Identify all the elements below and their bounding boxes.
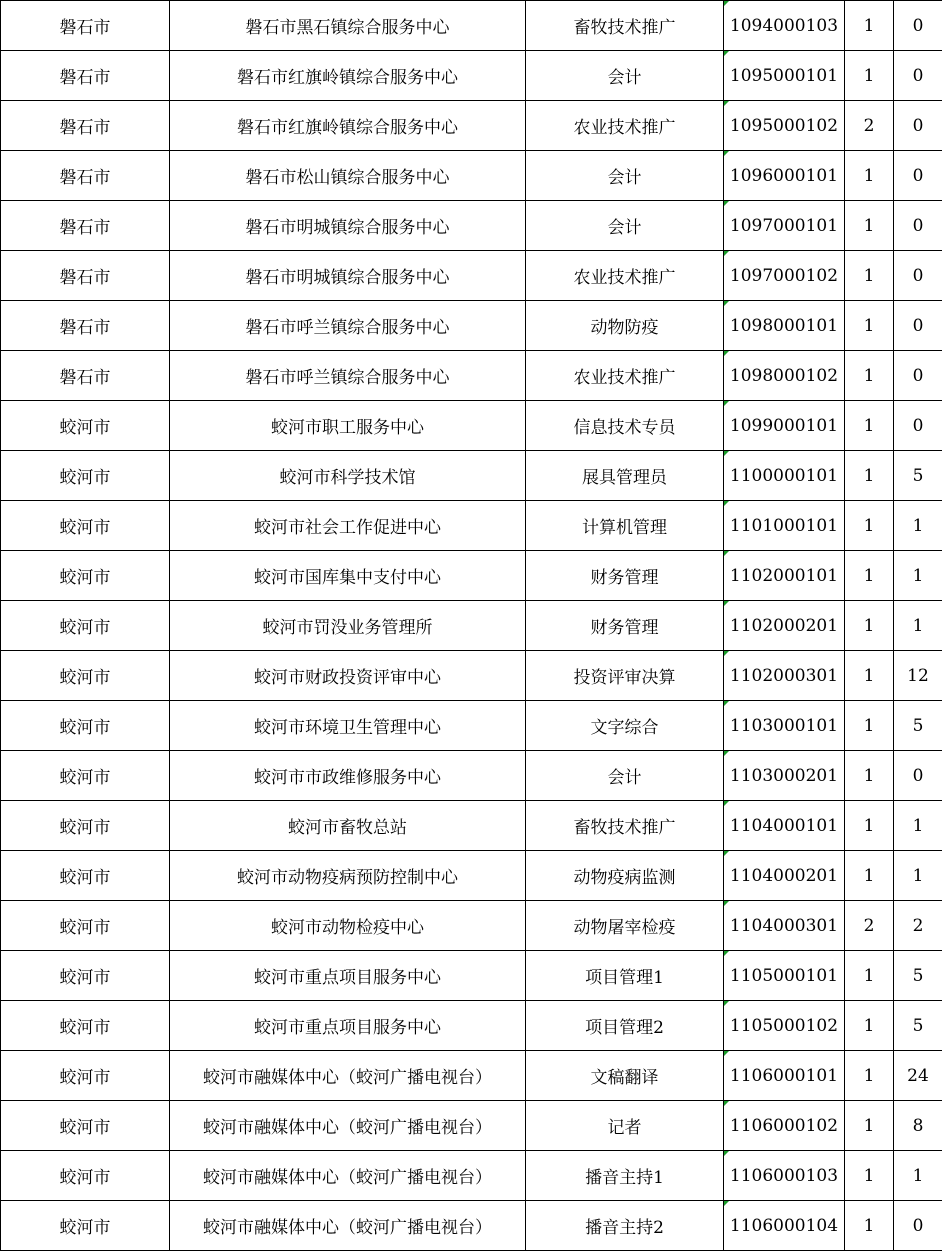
- plan-count-cell: 1: [845, 251, 894, 301]
- table-row: [1, 151, 942, 201]
- position-code-cell: 1096000101: [724, 151, 845, 201]
- post-cell: 动物防疫: [526, 301, 724, 351]
- table-row: [1, 601, 942, 651]
- unit-cell: 蛟河市动物检疫中心: [170, 901, 526, 951]
- position-code-cell: 1104000101: [724, 801, 845, 851]
- city-cell: 磐石市: [1, 51, 170, 101]
- plan-count-cell: 1: [845, 801, 894, 851]
- city-cell: 磐石市: [1, 1, 170, 51]
- position-code-cell: 1102000201: [724, 601, 845, 651]
- applicant-count-cell: 1: [894, 551, 942, 601]
- city-cell: 蛟河市: [1, 751, 170, 801]
- plan-count-cell: 1: [845, 1, 894, 51]
- position-code-cell: 1097000102: [724, 251, 845, 301]
- plan-count-cell: 1: [845, 151, 894, 201]
- position-code-cell: 1104000201: [724, 851, 845, 901]
- plan-count-cell: 1: [845, 1001, 894, 1051]
- post-cell: 动物疫病监测: [526, 851, 724, 901]
- applicant-count-cell: 1: [894, 501, 942, 551]
- city-cell: 蛟河市: [1, 951, 170, 1001]
- table-row: [1, 401, 942, 451]
- applicant-count-cell: 0: [894, 751, 942, 801]
- position-code-cell: 1106000101: [724, 1051, 845, 1101]
- unit-cell: 蛟河市融媒体中心（蛟河广播电视台）: [170, 1151, 526, 1201]
- position-code-cell: 1095000102: [724, 101, 845, 151]
- plan-count-cell: 1: [845, 201, 894, 251]
- plan-count-cell: 1: [845, 851, 894, 901]
- plan-count-cell: 1: [845, 401, 894, 451]
- post-cell: 会计: [526, 751, 724, 801]
- city-cell: 蛟河市: [1, 1101, 170, 1151]
- applicant-count-cell: 0: [894, 301, 942, 351]
- position-code-cell: 1095000101: [724, 51, 845, 101]
- table-row: [1, 1001, 942, 1051]
- table-row: [1, 751, 942, 801]
- applicant-count-cell: 0: [894, 1201, 942, 1251]
- post-cell: 投资评审决算: [526, 651, 724, 701]
- post-cell: 财务管理: [526, 551, 724, 601]
- table-row: [1, 351, 942, 401]
- table-body: [1, 1, 942, 1251]
- plan-count-cell: 2: [845, 101, 894, 151]
- city-cell: 蛟河市: [1, 1051, 170, 1101]
- plan-count-cell: 1: [845, 301, 894, 351]
- plan-count-cell: 1: [845, 351, 894, 401]
- position-code-cell: 1105000102: [724, 1001, 845, 1051]
- post-cell: 农业技术推广: [526, 251, 724, 301]
- position-code-cell: 1094000103: [724, 1, 845, 51]
- unit-cell: 蛟河市国库集中支付中心: [170, 551, 526, 601]
- city-cell: 蛟河市: [1, 1151, 170, 1201]
- position-code-cell: 1099000101: [724, 401, 845, 451]
- post-cell: 播音主持2: [526, 1201, 724, 1251]
- plan-count-cell: 1: [845, 1151, 894, 1201]
- applicant-count-cell: 0: [894, 101, 942, 151]
- city-cell: 蛟河市: [1, 1201, 170, 1251]
- applicant-count-cell: 5: [894, 1001, 942, 1051]
- applicant-count-cell: 0: [894, 201, 942, 251]
- plan-count-cell: 1: [845, 751, 894, 801]
- unit-cell: 蛟河市重点项目服务中心: [170, 1001, 526, 1051]
- plan-count-cell: 1: [845, 501, 894, 551]
- city-cell: 磐石市: [1, 351, 170, 401]
- position-code-cell: 1104000301: [724, 901, 845, 951]
- city-cell: 磐石市: [1, 101, 170, 151]
- city-cell: 磐石市: [1, 301, 170, 351]
- city-cell: 磐石市: [1, 251, 170, 301]
- plan-count-cell: 1: [845, 1101, 894, 1151]
- post-cell: 信息技术专员: [526, 401, 724, 451]
- position-code-cell: 1098000101: [724, 301, 845, 351]
- city-cell: 蛟河市: [1, 551, 170, 601]
- post-cell: 文稿翻译: [526, 1051, 724, 1101]
- plan-count-cell: 1: [845, 451, 894, 501]
- table-row: [1, 651, 942, 701]
- post-cell: 项目管理1: [526, 951, 724, 1001]
- plan-count-cell: 1: [845, 1201, 894, 1251]
- applicant-count-cell: 0: [894, 351, 942, 401]
- post-cell: 会计: [526, 51, 724, 101]
- applicant-count-cell: 0: [894, 151, 942, 201]
- city-cell: 蛟河市: [1, 1001, 170, 1051]
- post-cell: 计算机管理: [526, 501, 724, 551]
- applicant-count-cell: 24: [894, 1051, 942, 1101]
- unit-cell: 蛟河市畜牧总站: [170, 801, 526, 851]
- position-code-cell: 1098000102: [724, 351, 845, 401]
- position-code-cell: 1097000101: [724, 201, 845, 251]
- unit-cell: 蛟河市环境卫生管理中心: [170, 701, 526, 751]
- unit-cell: 蛟河市融媒体中心（蛟河广播电视台）: [170, 1101, 526, 1151]
- applicant-count-cell: 0: [894, 401, 942, 451]
- city-cell: 蛟河市: [1, 851, 170, 901]
- plan-count-cell: 1: [845, 551, 894, 601]
- unit-cell: 蛟河市社会工作促进中心: [170, 501, 526, 551]
- unit-cell: 蛟河市市政维修服务中心: [170, 751, 526, 801]
- post-cell: 展具管理员: [526, 451, 724, 501]
- unit-cell: 磐石市呼兰镇综合服务中心: [170, 301, 526, 351]
- city-cell: 蛟河市: [1, 701, 170, 751]
- applicant-count-cell: 1: [894, 1151, 942, 1201]
- applicant-count-cell: 2: [894, 901, 942, 951]
- unit-cell: 磐石市呼兰镇综合服务中心: [170, 351, 526, 401]
- table-row: [1, 951, 942, 1001]
- post-cell: 农业技术推广: [526, 351, 724, 401]
- table-row: [1, 851, 942, 901]
- post-cell: 畜牧技术推广: [526, 1, 724, 51]
- table-row: [1, 301, 942, 351]
- city-cell: 蛟河市: [1, 601, 170, 651]
- post-cell: 财务管理: [526, 601, 724, 651]
- plan-count-cell: 1: [845, 51, 894, 101]
- unit-cell: 蛟河市财政投资评审中心: [170, 651, 526, 701]
- position-code-cell: 1103000201: [724, 751, 845, 801]
- applicant-count-cell: 0: [894, 251, 942, 301]
- applicant-count-cell: 1: [894, 801, 942, 851]
- unit-cell: 蛟河市职工服务中心: [170, 401, 526, 451]
- unit-cell: 磐石市明城镇综合服务中心: [170, 251, 526, 301]
- position-code-cell: 1102000301: [724, 651, 845, 701]
- city-cell: 蛟河市: [1, 401, 170, 451]
- post-cell: 项目管理2: [526, 1001, 724, 1051]
- plan-count-cell: 1: [845, 701, 894, 751]
- table-row: [1, 901, 942, 951]
- table-row: [1, 1151, 942, 1201]
- table-row: [1, 501, 942, 551]
- post-cell: 会计: [526, 201, 724, 251]
- city-cell: 蛟河市: [1, 651, 170, 701]
- unit-cell: 蛟河市重点项目服务中心: [170, 951, 526, 1001]
- table-row: [1, 551, 942, 601]
- plan-count-cell: 1: [845, 651, 894, 701]
- applicant-count-cell: 0: [894, 51, 942, 101]
- table-row: [1, 1201, 942, 1251]
- applicant-count-cell: 0: [894, 1, 942, 51]
- table-row: [1, 451, 942, 501]
- table-row: [1, 801, 942, 851]
- unit-cell: 蛟河市融媒体中心（蛟河广播电视台）: [170, 1201, 526, 1251]
- unit-cell: 蛟河市科学技术馆: [170, 451, 526, 501]
- position-code-cell: 1106000103: [724, 1151, 845, 1201]
- table-row: [1, 1051, 942, 1101]
- city-cell: 磐石市: [1, 151, 170, 201]
- table-row: [1, 1, 942, 51]
- applicant-count-cell: 1: [894, 601, 942, 651]
- position-code-cell: 1102000101: [724, 551, 845, 601]
- plan-count-cell: 1: [845, 951, 894, 1001]
- post-cell: 会计: [526, 151, 724, 201]
- applicant-count-cell: 12: [894, 651, 942, 701]
- post-cell: 记者: [526, 1101, 724, 1151]
- unit-cell: 磐石市红旗岭镇综合服务中心: [170, 101, 526, 151]
- position-code-cell: 1106000102: [724, 1101, 845, 1151]
- applicant-count-cell: 1: [894, 851, 942, 901]
- post-cell: 播音主持1: [526, 1151, 724, 1201]
- city-cell: 蛟河市: [1, 501, 170, 551]
- unit-cell: 蛟河市动物疫病预防控制中心: [170, 851, 526, 901]
- table-row: [1, 701, 942, 751]
- plan-count-cell: 2: [845, 901, 894, 951]
- city-cell: 蛟河市: [1, 451, 170, 501]
- position-code-cell: 1106000104: [724, 1201, 845, 1251]
- applicant-count-cell: 8: [894, 1101, 942, 1151]
- post-cell: 文字综合: [526, 701, 724, 751]
- applicant-count-cell: 5: [894, 451, 942, 501]
- unit-cell: 蛟河市融媒体中心（蛟河广播电视台）: [170, 1051, 526, 1101]
- position-code-cell: 1100000101: [724, 451, 845, 501]
- post-cell: 畜牧技术推广: [526, 801, 724, 851]
- unit-cell: 蛟河市罚没业务管理所: [170, 601, 526, 651]
- post-cell: 农业技术推广: [526, 101, 724, 151]
- applicant-count-cell: 5: [894, 951, 942, 1001]
- table-row: [1, 251, 942, 301]
- position-code-cell: 1105000101: [724, 951, 845, 1001]
- city-cell: 蛟河市: [1, 901, 170, 951]
- table-row: [1, 201, 942, 251]
- position-code-cell: 1103000101: [724, 701, 845, 751]
- unit-cell: 磐石市黑石镇综合服务中心: [170, 1, 526, 51]
- table-row: [1, 51, 942, 101]
- position-code-cell: 1101000101: [724, 501, 845, 551]
- plan-count-cell: 1: [845, 1051, 894, 1101]
- table-row: [1, 1101, 942, 1151]
- unit-cell: 磐石市松山镇综合服务中心: [170, 151, 526, 201]
- unit-cell: 磐石市红旗岭镇综合服务中心: [170, 51, 526, 101]
- table-row: [1, 101, 942, 151]
- city-cell: 蛟河市: [1, 801, 170, 851]
- plan-count-cell: 1: [845, 601, 894, 651]
- unit-cell: 磐石市明城镇综合服务中心: [170, 201, 526, 251]
- city-cell: 磐石市: [1, 201, 170, 251]
- post-cell: 动物屠宰检疫: [526, 901, 724, 951]
- applicant-count-cell: 5: [894, 701, 942, 751]
